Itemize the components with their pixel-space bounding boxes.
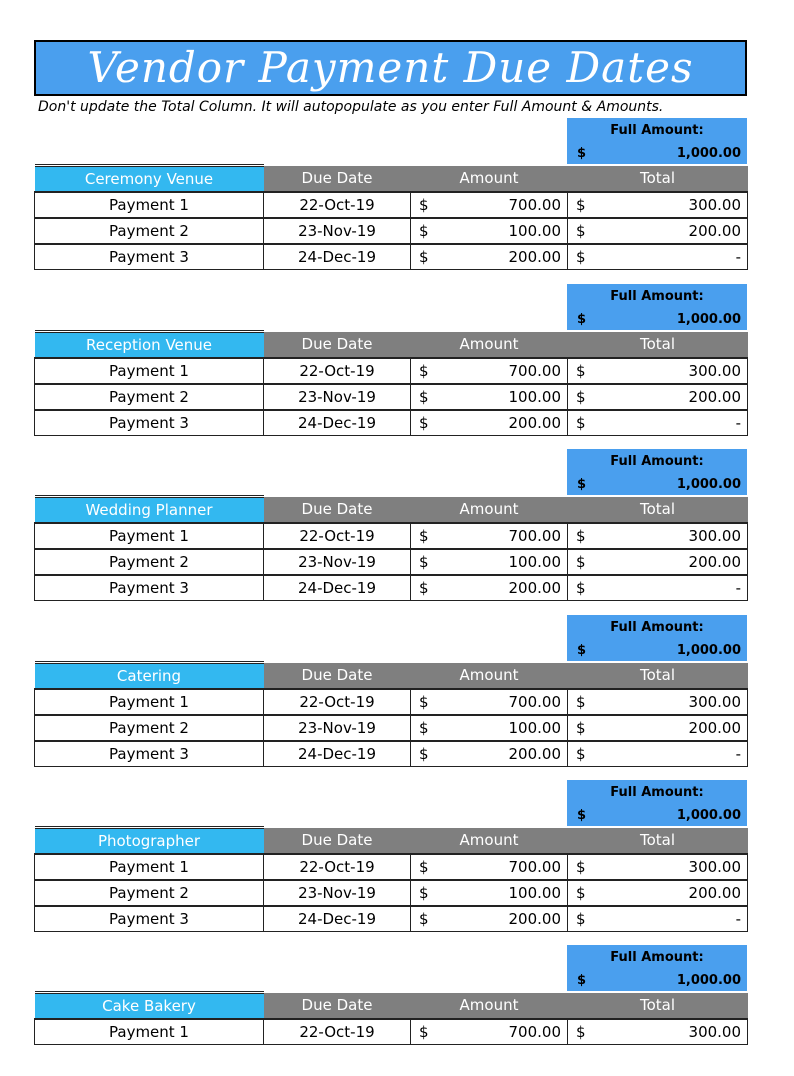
due-date-cell[interactable]: 24-Dec-19 <box>264 410 411 436</box>
full-amount-label: Full Amount: <box>610 289 704 304</box>
amount-currency: $ <box>411 906 427 932</box>
payment-row <box>35 244 748 270</box>
amount-cell[interactable]: 100.00 <box>427 880 568 906</box>
payment-label: Payment 1 <box>35 1019 264 1045</box>
full-amount-currency: $ <box>577 643 587 658</box>
payment-label: Payment 1 <box>35 192 264 218</box>
payment-label: Payment 3 <box>35 741 264 767</box>
total-currency: $ <box>568 410 584 436</box>
amount-header: Amount <box>411 166 568 193</box>
amount-currency: $ <box>411 523 427 549</box>
amount-cell[interactable]: 700.00 <box>427 854 568 880</box>
due-date-cell[interactable]: 23-Nov-19 <box>264 549 411 575</box>
amount-cell[interactable]: 100.00 <box>427 218 568 244</box>
due-date-header: Due Date <box>264 497 411 524</box>
due-date-cell[interactable]: 23-Nov-19 <box>264 715 411 741</box>
payment-table <box>34 495 748 601</box>
instruction-note: Don't update the Total Column. It will autopopulate as you enter Full Amount & Amounts. <box>38 99 664 115</box>
payment-label: Payment 2 <box>35 715 264 741</box>
header-row <box>35 332 748 359</box>
total-currency: $ <box>568 1019 584 1045</box>
due-date-cell[interactable]: 22-Oct-19 <box>264 523 411 549</box>
amount-currency: $ <box>411 741 427 767</box>
payment-row <box>35 549 748 575</box>
vendor-name: Ceremony Venue <box>35 166 264 193</box>
due-date-cell[interactable]: 22-Oct-19 <box>264 1019 411 1045</box>
amount-header: Amount <box>411 663 568 690</box>
total-header: Total <box>568 332 748 359</box>
payment-label: Payment 3 <box>35 575 264 601</box>
payment-table <box>34 661 748 767</box>
due-date-cell[interactable]: 22-Oct-19 <box>264 192 411 218</box>
amount-currency: $ <box>411 549 427 575</box>
title-banner <box>34 40 747 96</box>
amount-currency: $ <box>411 384 427 410</box>
full-amount-value[interactable]: 1,000.00 <box>676 808 741 823</box>
amount-currency: $ <box>411 410 427 436</box>
total-cell: 300.00 <box>584 1019 748 1045</box>
total-header: Total <box>568 828 748 855</box>
payment-row <box>35 854 748 880</box>
full-amount-value[interactable]: 1,000.00 <box>676 477 741 492</box>
payment-label: Payment 1 <box>35 358 264 384</box>
header-row <box>35 497 748 524</box>
full-amount-box <box>567 780 747 826</box>
full-amount-value[interactable]: 1,000.00 <box>676 312 741 327</box>
total-currency: $ <box>568 549 584 575</box>
total-cell: 300.00 <box>584 523 748 549</box>
full-amount-value[interactable]: 1,000.00 <box>676 146 741 161</box>
total-cell: 300.00 <box>584 689 748 715</box>
amount-currency: $ <box>411 575 427 601</box>
amount-cell[interactable]: 200.00 <box>427 575 568 601</box>
total-currency: $ <box>568 244 584 270</box>
amount-cell[interactable]: 100.00 <box>427 384 568 410</box>
due-date-header: Due Date <box>264 828 411 855</box>
payment-label: Payment 1 <box>35 523 264 549</box>
total-currency: $ <box>568 715 584 741</box>
total-cell: 200.00 <box>584 715 748 741</box>
header-row <box>35 993 748 1020</box>
amount-currency: $ <box>411 192 427 218</box>
payment-label: Payment 2 <box>35 880 264 906</box>
due-date-header: Due Date <box>264 166 411 193</box>
payment-row <box>35 741 748 767</box>
amount-currency: $ <box>411 244 427 270</box>
due-date-cell[interactable]: 24-Dec-19 <box>264 575 411 601</box>
total-cell: 200.00 <box>584 218 748 244</box>
amount-cell[interactable]: 200.00 <box>427 244 568 270</box>
full-amount-currency: $ <box>577 477 587 492</box>
full-amount-label: Full Amount: <box>610 454 704 469</box>
total-currency: $ <box>568 523 584 549</box>
due-date-cell[interactable]: 22-Oct-19 <box>264 689 411 715</box>
total-cell: 200.00 <box>584 880 748 906</box>
amount-cell[interactable]: 200.00 <box>427 410 568 436</box>
amount-cell[interactable]: 700.00 <box>427 1019 568 1045</box>
full-amount-value[interactable]: 1,000.00 <box>676 643 741 658</box>
total-currency: $ <box>568 575 584 601</box>
due-date-cell[interactable]: 22-Oct-19 <box>264 854 411 880</box>
amount-header: Amount <box>411 497 568 524</box>
amount-currency: $ <box>411 880 427 906</box>
amount-currency: $ <box>411 854 427 880</box>
payment-label: Payment 3 <box>35 906 264 932</box>
due-date-header: Due Date <box>264 332 411 359</box>
payment-label: Payment 1 <box>35 854 264 880</box>
full-amount-label: Full Amount: <box>610 620 704 635</box>
full-amount-box <box>567 615 747 661</box>
payment-row <box>35 192 748 218</box>
full-amount-value[interactable]: 1,000.00 <box>676 973 741 988</box>
amount-cell[interactable]: 200.00 <box>427 906 568 932</box>
vendor-name: Wedding Planner <box>35 497 264 524</box>
amount-header: Amount <box>411 332 568 359</box>
full-amount-label: Full Amount: <box>610 785 704 800</box>
header-row <box>35 166 748 193</box>
payment-label: Payment 3 <box>35 244 264 270</box>
full-amount-box <box>567 118 747 164</box>
full-amount-label: Full Amount: <box>610 123 704 138</box>
total-cell: - <box>584 244 748 270</box>
payment-table <box>34 164 748 270</box>
amount-currency: $ <box>411 689 427 715</box>
total-header: Total <box>568 663 748 690</box>
payment-table <box>34 330 748 436</box>
amount-cell[interactable]: 700.00 <box>427 689 568 715</box>
total-currency: $ <box>568 384 584 410</box>
payment-label: Payment 1 <box>35 689 264 715</box>
vendor-name: Catering <box>35 663 264 690</box>
amount-cell[interactable]: 700.00 <box>427 192 568 218</box>
payment-row <box>35 218 748 244</box>
header-row <box>35 663 748 690</box>
payment-row <box>35 880 748 906</box>
payment-table <box>34 991 748 1045</box>
total-currency: $ <box>568 358 584 384</box>
total-cell: - <box>584 741 748 767</box>
due-date-header: Due Date <box>264 993 411 1020</box>
total-cell: 300.00 <box>584 192 748 218</box>
payment-row <box>35 523 748 549</box>
due-date-header: Due Date <box>264 663 411 690</box>
total-header: Total <box>568 993 748 1020</box>
payment-table <box>34 826 748 932</box>
payment-row <box>35 715 748 741</box>
amount-currency: $ <box>411 1019 427 1045</box>
vendor-name: Reception Venue <box>35 332 264 359</box>
total-currency: $ <box>568 741 584 767</box>
due-date-cell[interactable]: 24-Dec-19 <box>264 244 411 270</box>
total-currency: $ <box>568 906 584 932</box>
total-cell: - <box>584 575 748 601</box>
payment-row <box>35 1019 748 1045</box>
vendor-name: Photographer <box>35 828 264 855</box>
amount-cell[interactable]: 200.00 <box>427 741 568 767</box>
amount-currency: $ <box>411 358 427 384</box>
full-amount-currency: $ <box>577 146 587 161</box>
full-amount-label: Full Amount: <box>610 950 704 965</box>
payment-label: Payment 2 <box>35 384 264 410</box>
payment-row <box>35 384 748 410</box>
amount-cell[interactable]: 100.00 <box>427 715 568 741</box>
payment-label: Payment 2 <box>35 218 264 244</box>
payment-row <box>35 410 748 436</box>
vendor-name: Cake Bakery <box>35 993 264 1020</box>
total-currency: $ <box>568 854 584 880</box>
amount-cell[interactable]: 700.00 <box>427 358 568 384</box>
due-date-cell[interactable]: 23-Nov-19 <box>264 880 411 906</box>
due-date-cell[interactable]: 24-Dec-19 <box>264 741 411 767</box>
total-cell: 200.00 <box>584 384 748 410</box>
payment-row <box>35 575 748 601</box>
due-date-cell[interactable]: 23-Nov-19 <box>264 218 411 244</box>
full-amount-box <box>567 945 747 991</box>
total-currency: $ <box>568 218 584 244</box>
due-date-cell[interactable]: 24-Dec-19 <box>264 906 411 932</box>
payment-label: Payment 2 <box>35 549 264 575</box>
payment-row <box>35 906 748 932</box>
total-cell: 300.00 <box>584 854 748 880</box>
payment-row <box>35 689 748 715</box>
amount-header: Amount <box>411 828 568 855</box>
amount-currency: $ <box>411 715 427 741</box>
page-title: Vendor Payment Due Dates <box>87 43 694 92</box>
full-amount-currency: $ <box>577 973 587 988</box>
total-header: Total <box>568 497 748 524</box>
total-currency: $ <box>568 689 584 715</box>
amount-header: Amount <box>411 993 568 1020</box>
total-cell: 300.00 <box>584 358 748 384</box>
amount-currency: $ <box>411 218 427 244</box>
payment-row <box>35 358 748 384</box>
amount-cell[interactable]: 700.00 <box>427 523 568 549</box>
total-currency: $ <box>568 880 584 906</box>
amount-cell[interactable]: 100.00 <box>427 549 568 575</box>
total-header: Total <box>568 166 748 193</box>
payment-label: Payment 3 <box>35 410 264 436</box>
full-amount-currency: $ <box>577 808 587 823</box>
total-cell: - <box>584 410 748 436</box>
full-amount-box <box>567 284 747 330</box>
full-amount-box <box>567 449 747 495</box>
due-date-cell[interactable]: 23-Nov-19 <box>264 384 411 410</box>
due-date-cell[interactable]: 22-Oct-19 <box>264 358 411 384</box>
full-amount-currency: $ <box>577 312 587 327</box>
total-currency: $ <box>568 192 584 218</box>
total-cell: - <box>584 906 748 932</box>
header-row <box>35 828 748 855</box>
total-cell: 200.00 <box>584 549 748 575</box>
